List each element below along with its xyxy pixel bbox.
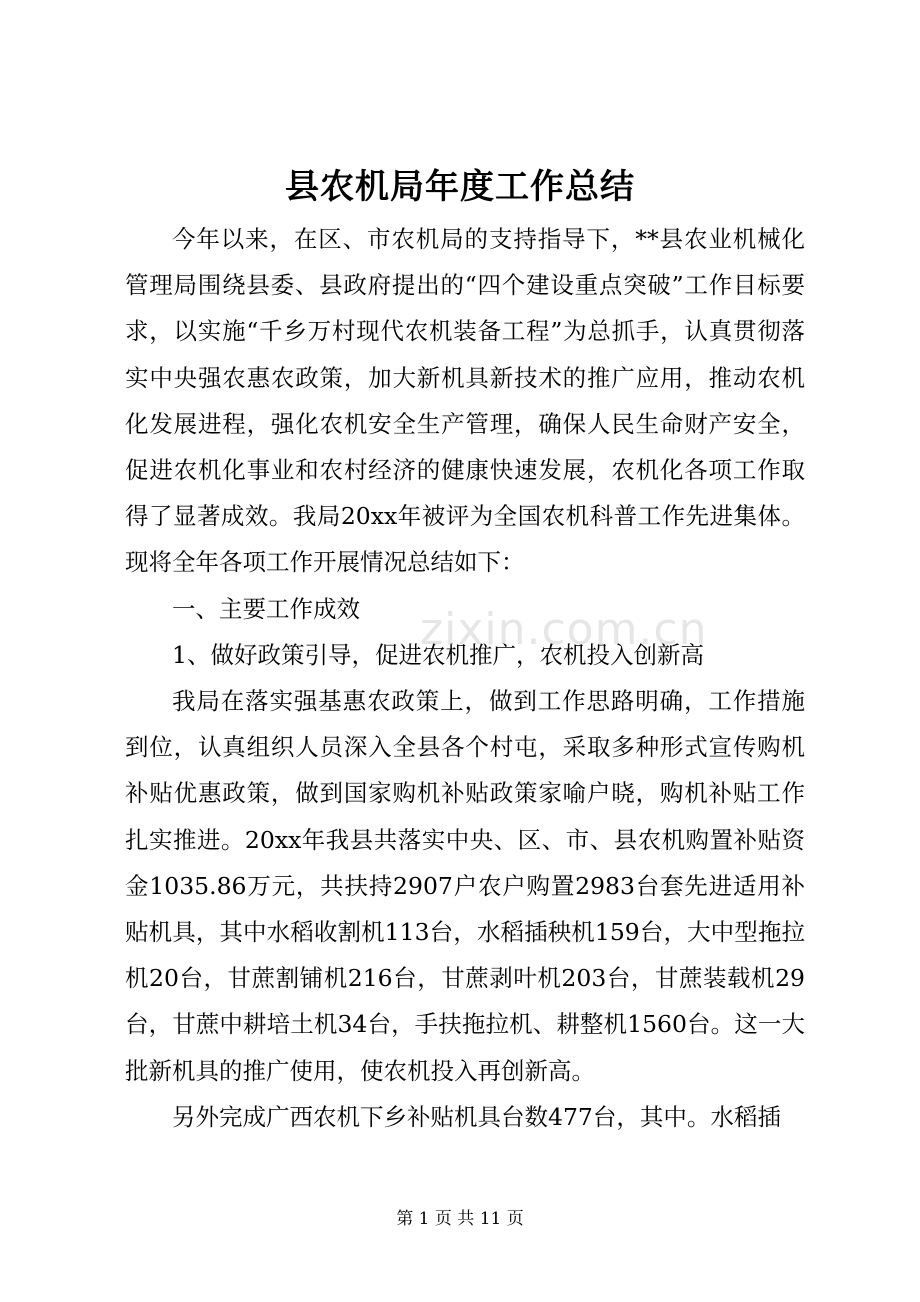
- paragraph-subsidy: 我局在落实强基惠农政策上，做到工作思路明确，工作措施到位，认真组织人员深入全县各个村屯，采取多种形式宣传购机补贴优惠政策，做到国家购机补贴政策家喻户晓，购机补贴工作扎实推进。20xx年我县共落实中央、区、市、县农机购置补贴资金1035.86万元，共扶持2907户农户购置2983台套先进适用补贴机具，其中水稻收割机113台，水稻插秧机159台，大中型拖拉机20台，甘蔗割铺机216台，甘蔗剥叶机203台，甘蔗装载机29台，甘蔗中耕培土机34台，手扶拖拉机、耕整机1560台。这一大批新机具的推广使用，使农机投入再创新高。: [125, 687, 805, 1085]
- document-title: 县农机局年度工作总结: [285, 167, 635, 207]
- page-footer: 第 1 页 共 11 页: [396, 1209, 524, 1229]
- watermark-text: zixin.com.cn: [420, 604, 708, 655]
- subsection-heading: 1、做好政策引导，促进农机推广，农机投入创新高: [172, 640, 704, 669]
- paragraph-additional: 另外完成广西农机下乡补贴机具台数477台，其中。水稻插: [172, 1102, 781, 1131]
- section-heading: 一、主要工作成效: [172, 594, 360, 623]
- document-body: [125, 216, 805, 1140]
- paragraph-intro: 今年以来，在区、市农机局的支持指导下，**县农业机械化管理局围绕县委、县政府提出的“四个建设重点突破”工作目标要求，以实施“千乡万村现代农机装备工程”为总抓手，认真贯彻落实中央强农惠农政策，加大新机具新技术的推广应用，推动农机化发展进程，强化农机安全生产管理，确保人民生命财产安全，促进农机化事业和农村经济的健康快速发展，农机化各项工作取得了显著成效。我局20xx年被评为全国农机科普工作先进集体。现将全年各项工作开展情况总结如下：: [125, 225, 805, 577]
